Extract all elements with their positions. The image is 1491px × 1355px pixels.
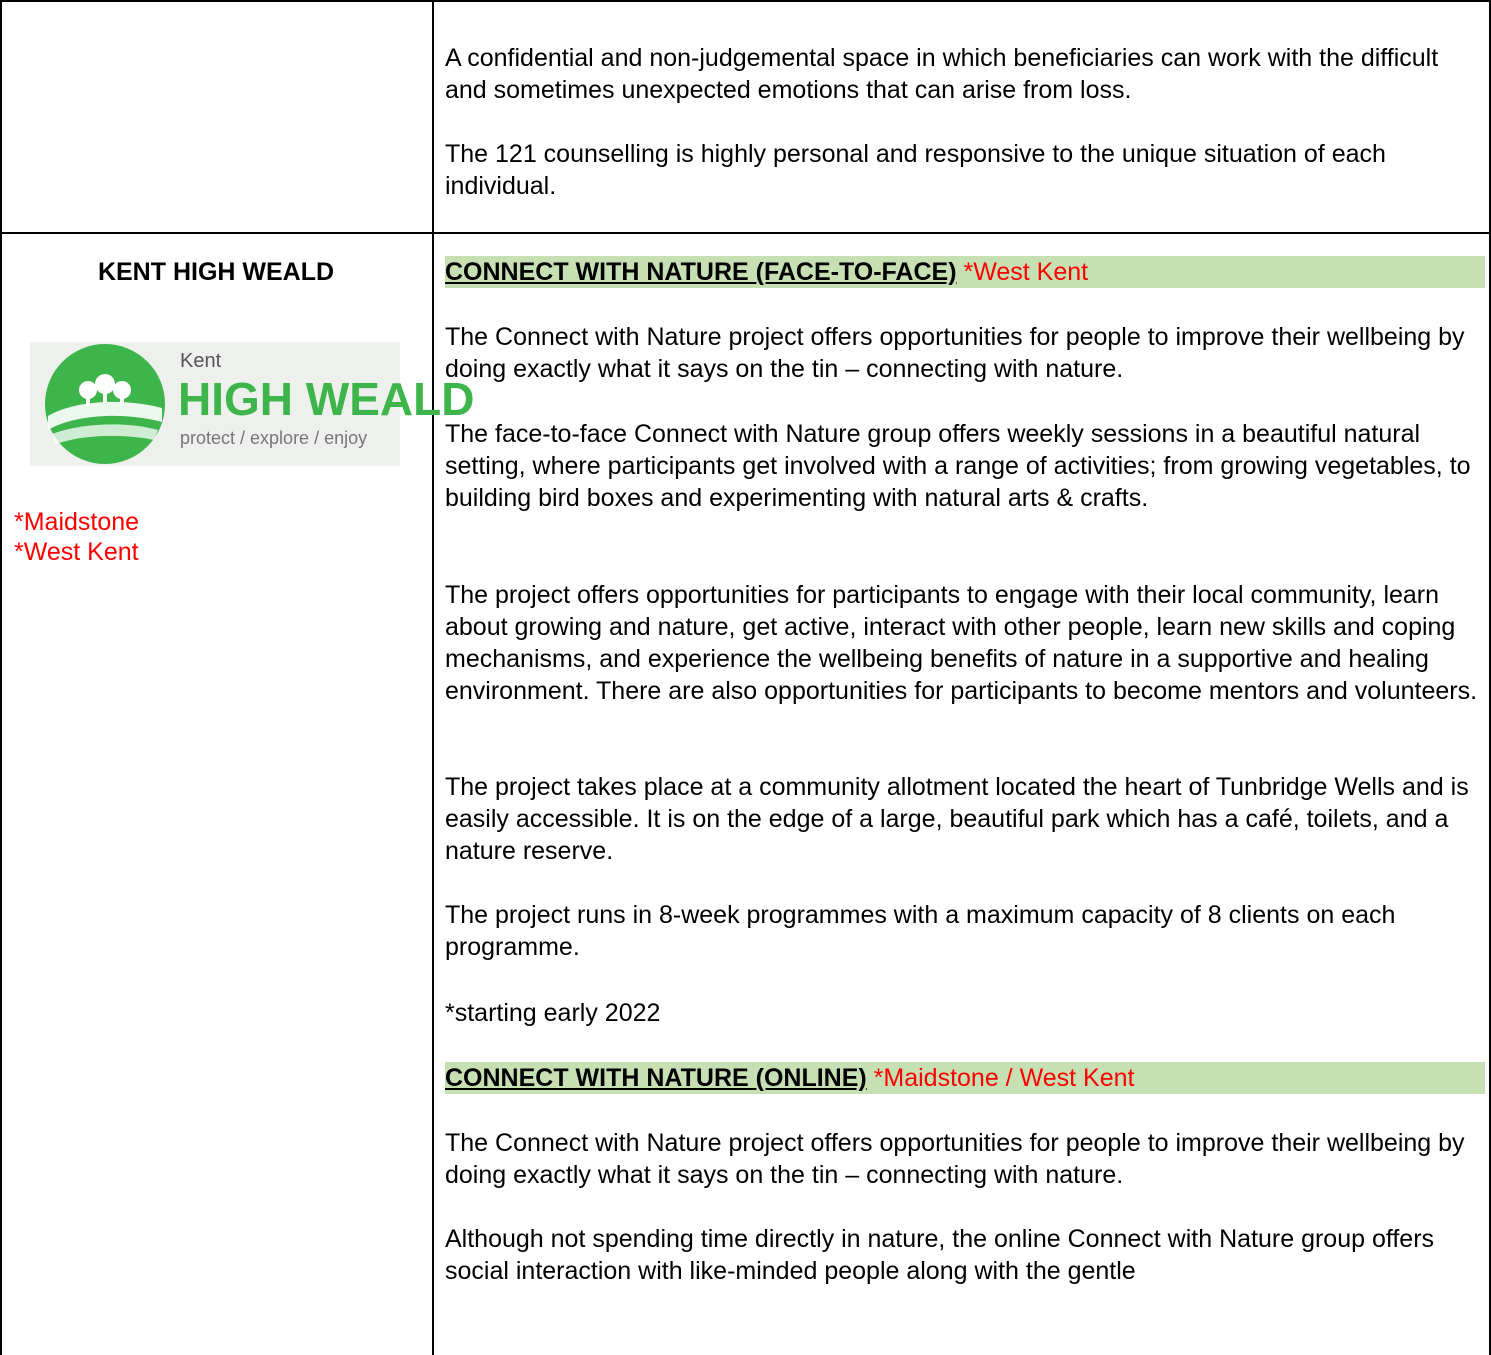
table-border-left — [0, 0, 2, 1355]
service-title[interactable]: CONNECT WITH NATURE (FACE-TO-FACE) — [445, 258, 957, 286]
table-row-divider — [0, 232, 1491, 234]
service-title[interactable]: CONNECT WITH NATURE (ONLINE) — [445, 1064, 867, 1092]
service-1-paragraph-6: *starting early 2022 — [445, 999, 661, 1027]
service-area: *West Kent — [956, 258, 1089, 286]
service-2-paragraph-2: Although not spending time directly in nature, the online Connect with Nature group offers social interaction with like-minded people along with the gentle — [445, 1225, 1435, 1285]
service-heading-online — [445, 1062, 1485, 1094]
service-1-paragraph-4: The project takes place at a community allotment located the heart of Tunbridge Wells and is easily accessible. It is on the edge of a large, beautiful park which has a café, toilets, and a nature reserve. — [445, 773, 1469, 865]
org-name: KENT HIGH WEALD — [97, 258, 335, 286]
area-maidstone: *Maidstone — [14, 508, 140, 536]
logo-top-text: Kent — [180, 350, 222, 372]
service-2-paragraph-1: The Connect with Nature project offers opportunities for people to improve their wellbeing by doing exactly what it says on the tin – connecting with nature. — [445, 1129, 1465, 1189]
kent-high-weald-logo — [30, 342, 475, 466]
service-1-paragraph-2: The face-to-face Connect with Nature group offers weekly sessions in a beautiful natural setting, where participants get involved with a range of activities; from growing vegetables, to building bird boxes and experimenting with natural arts & crafts. — [445, 420, 1471, 512]
service-1-paragraph-5: The project runs in 8-week programmes with a maximum capacity of 8 clients on each programme. — [445, 901, 1396, 961]
logo-tagline: protect / explore / enjoy — [180, 428, 368, 448]
org-areas — [14, 507, 139, 567]
area-west-kent: *West Kent — [14, 538, 139, 566]
logo-main-text: HIGH WEALD — [178, 373, 475, 425]
service-1-paragraph-1: The Connect with Nature project offers opportunities for people to improve their wellbeing by doing exactly what it says on the tin – connecting with nature. — [445, 323, 1465, 383]
service-heading-face-to-face — [445, 256, 1485, 288]
table-column-divider — [432, 0, 434, 1355]
service-area: *Maidstone / West Kent — [866, 1064, 1135, 1092]
top-row-paragraph-1: A confidential and non-judgemental space in which beneficiaries can work with the difficult and sometimes unexpected emotions that can arise from loss. — [445, 44, 1439, 104]
service-1-paragraph-3: The project offers opportunities for participants to engage with their local community, learn about growing and nature, get active, interact with other people, learn new skills and coping mechanisms, and experience the wellbeing benefits of nature in a supportive and healing environment. There are also opportunities for participants to become mentors and volunteers. — [445, 581, 1478, 705]
top-row-paragraph-2: The 121 counselling is highly personal and responsive to the unique situation of each individual. — [445, 140, 1386, 200]
table-border-top — [0, 0, 1491, 2]
